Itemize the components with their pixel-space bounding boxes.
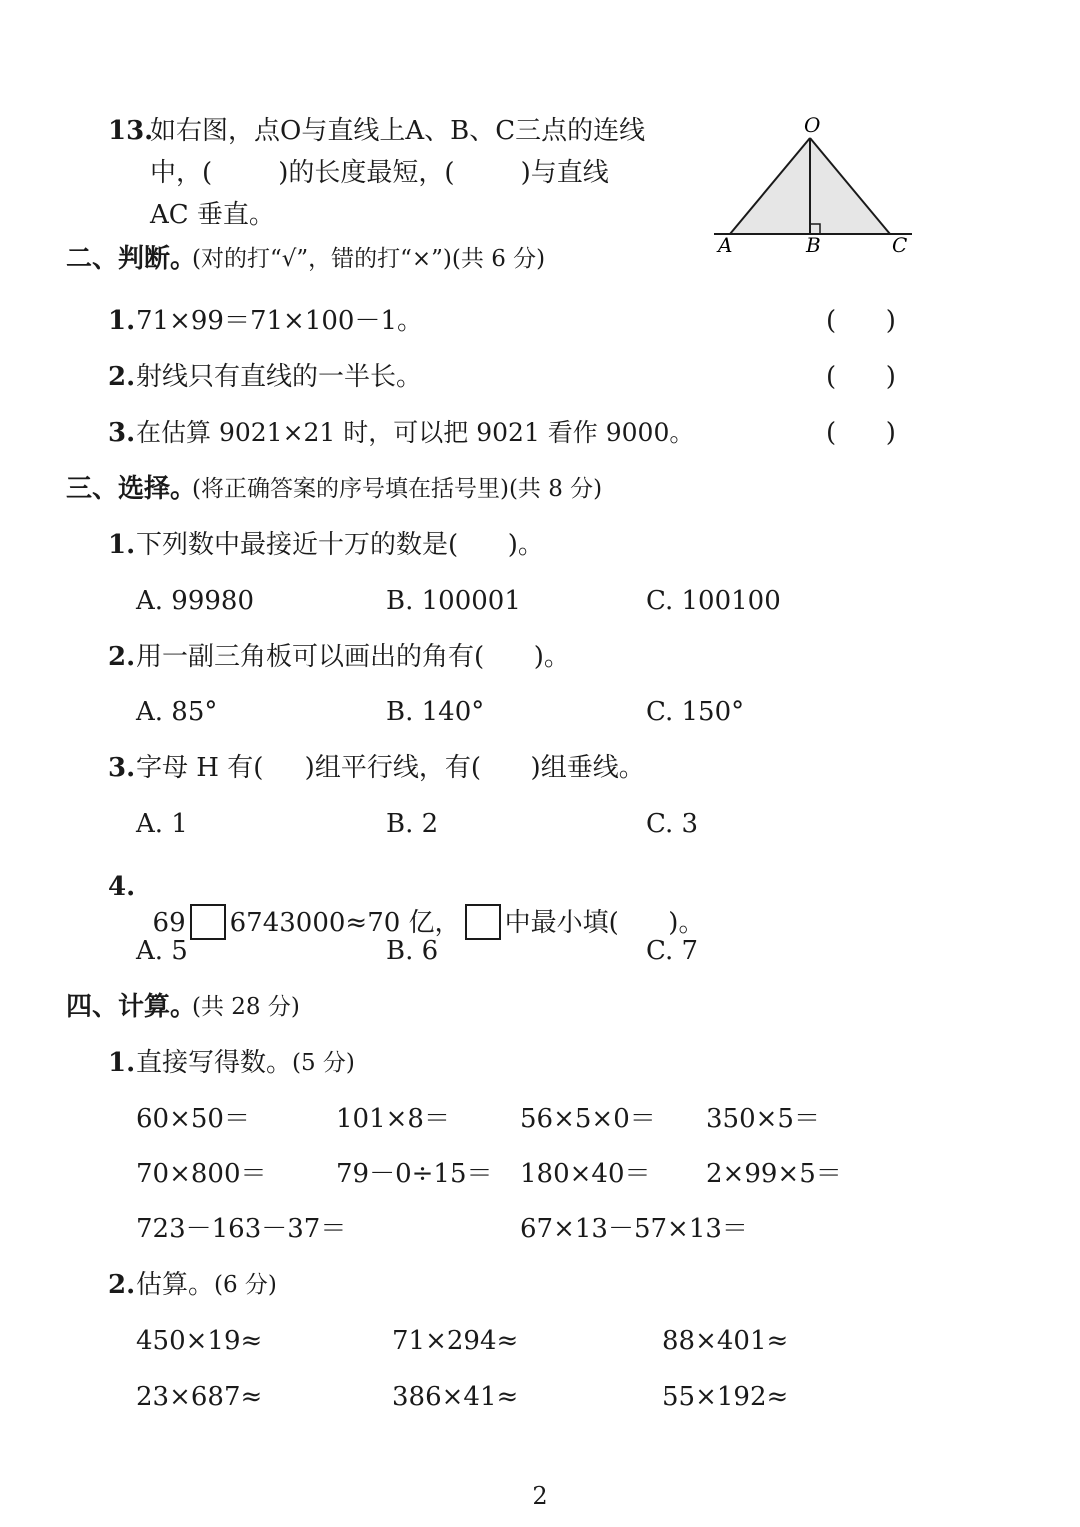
q13-number: 13. xyxy=(108,116,154,146)
estimate-r1c1[interactable]: 450×19≈ xyxy=(136,1326,263,1356)
calc-r2c2[interactable]: 79－0÷15＝ xyxy=(336,1159,493,1189)
sec3-q3-option-c[interactable]: C. 3 xyxy=(646,809,699,839)
sec3-q1-number: 1. xyxy=(108,530,136,560)
sec2-item1-answer[interactable]: ( ) xyxy=(826,306,896,336)
sec2-note: (对的打“√”，错的打“×”)(共 6 分) xyxy=(192,246,546,272)
sec3-q2-option-b[interactable]: B. 140° xyxy=(386,697,485,727)
sec3-q2-text: 用一副三角板可以画出的角有( )。 xyxy=(136,642,570,672)
sec3-note: (将正确答案的序号填在括号里)(共 8 分) xyxy=(192,476,603,502)
calc-r1c2[interactable]: 101×8＝ xyxy=(336,1104,450,1134)
label-a: A xyxy=(718,233,733,257)
sec3-q3-number: 3. xyxy=(108,753,136,783)
sec3-q4-option-a[interactable]: A. 5 xyxy=(136,936,188,966)
sec4-p2-text: 估算。 xyxy=(136,1270,215,1300)
sec3-q1-option-c[interactable]: C. 100100 xyxy=(646,586,781,616)
calc-r2c4[interactable]: 2×99×5＝ xyxy=(706,1159,842,1189)
sec3-q4-option-c[interactable]: C. 7 xyxy=(646,936,699,966)
sec2-item3-text: 在估算 9021×21 时，可以把 9021 看作 9000。 xyxy=(136,418,695,447)
sec3-q4-prefix: 69 xyxy=(152,908,186,938)
calc-r1c4[interactable]: 350×5＝ xyxy=(706,1104,820,1134)
sec3-q3-text: 字母 H 有( )组平行线，有( )组垂线。 xyxy=(136,753,645,783)
sec2-item3-number: 3. xyxy=(108,418,136,448)
label-o: O xyxy=(804,113,821,137)
sec2-item1-text: 71×99＝71×100－1。 xyxy=(136,306,423,336)
page-number: 2 xyxy=(532,1482,548,1510)
estimate-r2c2[interactable]: 386×41≈ xyxy=(392,1382,519,1412)
estimate-r2c3[interactable]: 55×192≈ xyxy=(662,1382,789,1412)
calc-r1c3[interactable]: 56×5×0＝ xyxy=(520,1104,656,1134)
label-b: B xyxy=(806,233,821,257)
label-c: C xyxy=(892,233,908,257)
estimate-r1c2[interactable]: 71×294≈ xyxy=(392,1326,519,1356)
sec3-q4-option-b[interactable]: B. 6 xyxy=(386,936,439,966)
sec3-q2-option-a[interactable]: A. 85° xyxy=(136,697,218,727)
sec2-item2-answer[interactable]: ( ) xyxy=(826,362,896,392)
sec3-q3-option-b[interactable]: B. 2 xyxy=(386,809,439,839)
sec2-title: 二、判断。 xyxy=(66,244,197,274)
sec4-p2-score: (6 分) xyxy=(214,1272,277,1298)
sec3-q1-option-b[interactable]: B. 100001 xyxy=(386,586,521,616)
sec4-note: (共 28 分) xyxy=(192,994,300,1020)
q13-line3: AC 垂直。 xyxy=(150,200,275,230)
calc-r2c1[interactable]: 70×800＝ xyxy=(136,1159,267,1189)
estimate-r1c3[interactable]: 88×401≈ xyxy=(662,1326,789,1356)
q13-line1: 如右图，点O与直线上A、B、C三点的连线 xyxy=(150,116,646,146)
sec3-q1-option-a[interactable]: A. 99980 xyxy=(136,586,255,616)
sec3-q4-text xyxy=(136,870,704,940)
sec3-q3-option-a[interactable]: A. 1 xyxy=(136,809,188,839)
blank-box-reference xyxy=(465,904,501,940)
sec2-item2-number: 2. xyxy=(108,362,136,392)
sec3-q4-number: 4. xyxy=(108,872,136,902)
blank-box[interactable] xyxy=(190,904,226,940)
sec2-item1-number: 1. xyxy=(108,306,136,336)
sec3-q4-suffix: 中最小填( )。 xyxy=(504,908,705,938)
sec4-p1-number: 1. xyxy=(108,1048,136,1078)
sec3-q2-option-c[interactable]: C. 150° xyxy=(646,697,745,727)
q13-line2: 中，( )的长度最短，( )与直线 xyxy=(150,158,609,188)
triangle-figure xyxy=(712,112,922,262)
sec4-p1-score: (5 分) xyxy=(292,1050,355,1076)
sec4-title: 四、计算。 xyxy=(66,992,197,1022)
sec4-p2-number: 2. xyxy=(108,1270,136,1300)
sec2-item2-text: 射线只有直线的一半长。 xyxy=(136,362,423,392)
calc-r3c1[interactable]: 723－163－37＝ xyxy=(136,1214,347,1244)
estimate-r2c1[interactable]: 23×687≈ xyxy=(136,1382,263,1412)
calc-r1c1[interactable]: 60×50＝ xyxy=(136,1104,250,1134)
sec3-title: 三、选择。 xyxy=(66,474,197,504)
calc-r2c3[interactable]: 180×40＝ xyxy=(520,1159,651,1189)
sec3-q2-number: 2. xyxy=(108,642,136,672)
sec3-q1-text: 下列数中最接近十万的数是( )。 xyxy=(136,530,544,560)
sec4-p1-text: 直接写得数。 xyxy=(136,1048,293,1078)
sec2-item3-answer[interactable]: ( ) xyxy=(826,418,896,448)
calc-r3c2[interactable]: 67×13－57×13＝ xyxy=(520,1214,748,1244)
sec3-q4-middle: 6743000≈70 亿， xyxy=(229,908,461,938)
